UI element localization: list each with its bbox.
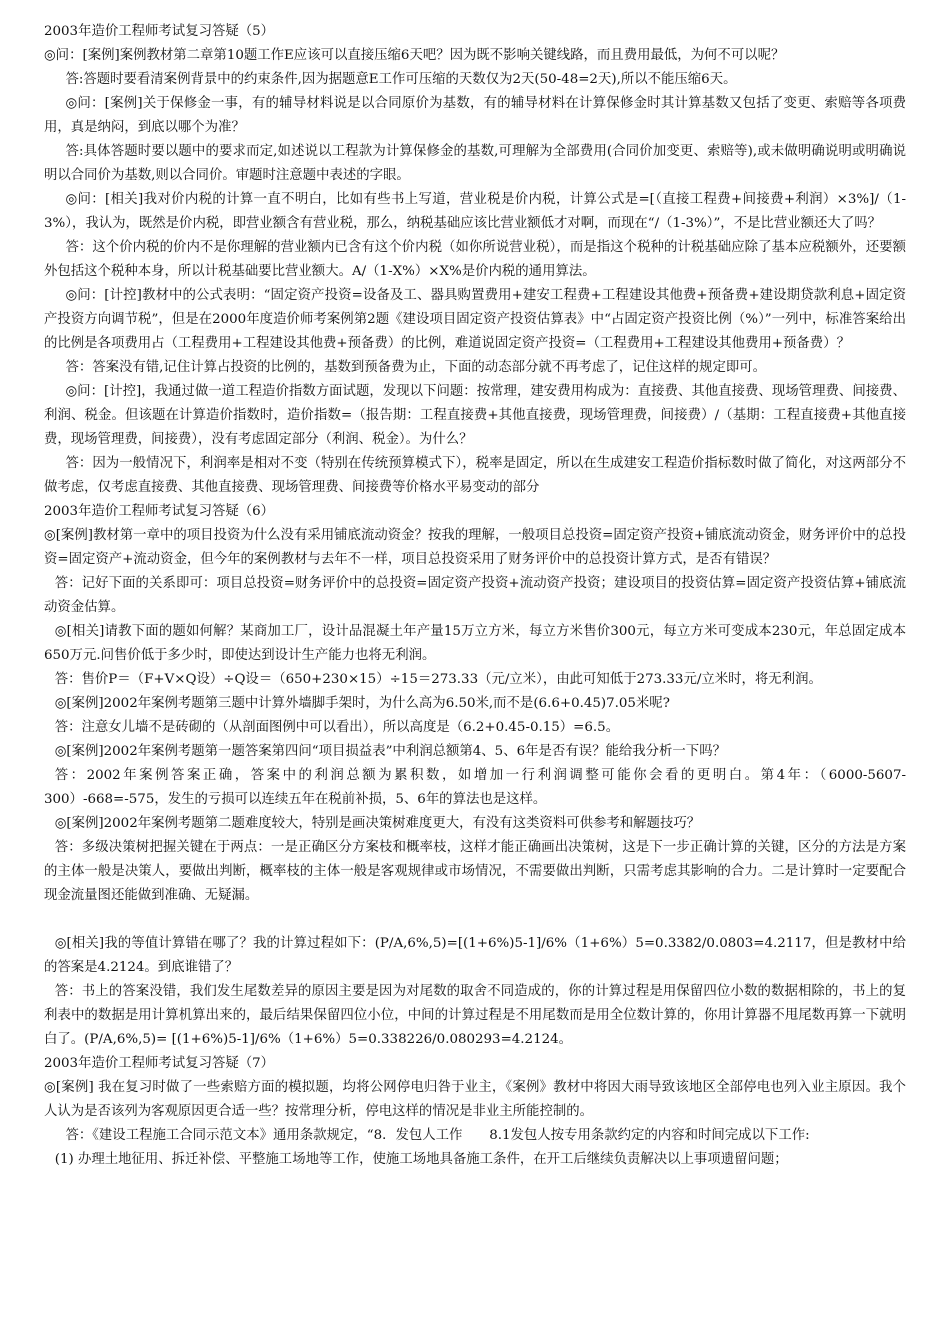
question-paragraph: ◎[相关]我的等值计算错在哪了？我的计算过程如下：(P/A,6%,5)=[(1+6%)5-1]/6%（1+6%）5=0.3382/0.0803=4.2117，但是教材中给的答案是4.2124。到底谁错了？ [44,936,906,975]
answer-paragraph: 答：这个价内税的价内不是你理解的营业额内已含有这个价内税（如你所说营业税），而是指这个税种的计税基础应除了基本应税额外，还要额外包括这个税种本身，所以计税基础要比营业额大。A/（1-X%）×X%是价内税的通用算法。 [44,240,906,279]
question-paragraph: ◎[案例]2002年案例考题第三题中计算外墙脚手架时，为什么高为6.50米,而不是(6.6+0.45)7.05米呢? [54,696,670,711]
question-paragraph: ◎问：[案例]关于保修金一事，有的辅导材料说是以合同原价为基数，有的辅导材料在计算保修金时其计算基数又包括了变更、索赔等各项费用，真是纳闷，到底以哪个为准？ [44,96,906,135]
answer-paragraph: 答：因为一般情况下，利润率是相对不变（特别在传统预算模式下），税率是固定，所以在生成建安工程造价指标数时做了简化，对这两部分不做考虑，仅考虑直接费、其他直接费、现场管理费、间接费等价格水平易变动的部分 [44,456,906,495]
answer-paragraph: 答：售价P＝（F+V×Q设）÷Q设＝（650+230×15）÷15＝273.33（元/立米），由此可知低于273.33元/立米时，将无利润。 [54,672,822,687]
question-paragraph: ◎[相关]请教下面的题如何解？某商加工厂，设计品混凝土年产量15万立方米，每立方米售价300元，每立方米可变成本230元，年总固定成本650万元.问售价低于多少时，即使达到设计生产能力也将无利润。 [44,624,906,663]
question-paragraph: ◎[案例]2002年案例考题第一题答案第四问“项目损益表”中利润总额第4、5、6年是否有误？能给我分析一下吗？ [54,744,726,759]
question-paragraph: ◎[案例]教材第一章中的项目投资为什么没有采用铺底流动资金？按我的理解，一般项目总投资=固定资产投资+铺底流动资金，财务评价中的总投资=固定资产+流动资金，但今年的案例教材与去年不一样，项目总投资采用了财务评价中的总投资计算方式，是否有错误？ [44,528,906,567]
section-heading-5: 2003年造价工程师考试复习答疑（5） [44,24,275,39]
answer-paragraph: 答:具体答题时要以题中的要求而定,如述说以工程款为计算保修金的基数,可理解为全部费用(合同价加变更、索赔等),或未做明确说明或明确说明以合同价为基数,则以合同价。审题时注意题中表述的字眼。 [44,144,906,183]
section-heading-6: 2003年造价工程师考试复习答疑（6） [44,504,275,519]
section-heading-7: 2003年造价工程师考试复习答疑（7） [44,1056,275,1071]
question-paragraph: ◎问：[案例]案例教材第二章第10题工作E应该可以直接压缩6天吧？因为既不影响关键线路，而且费用最低，为何不可以呢？ [44,48,785,63]
answer-paragraph: 答：2002年案例答案正确，答案中的利润总额为累积数，如增加一行利润调整可能你会看的更明白。第4年：（6000-5607-300）-668=-575，发生的亏损可以连续五年在税前补损，5、6年的算法也是这样。 [44,768,906,807]
question-paragraph: ◎问：[相关]我对价内税的计算一直不明白，比如有些书上写道，营业税是价内税，计算公式是=[（直接工程费+间接费+利润）×3%]/（1-3%），我认为，既然是价内税，即营业额含有营业税，那么，纳税基础应该比营业额低才对啊，而现在“/（1-3%）”，不是比营业额还大了吗？ [44,192,906,231]
blank-line [44,908,906,932]
answer-paragraph: 答：《建设工程施工合同示范文本》通用条款规定，“8．发包人工作 8.1发包人按专用条款约定的内容和时间完成以下工作: [65,1128,810,1143]
question-paragraph: ◎[案例] 我在复习时做了一些索赔方面的模拟题，均将公网停电归咎于业主，《案例》教材中将因大雨导致该地区全部停电也列入业主原因。我个人认为是否该列为客观原因更合适一些？按常理分析，停电这样的情况是非业主所能控制的。 [44,1080,906,1119]
answer-paragraph: 答：多级决策树把握关键在于两点：一是正确区分方案枝和概率枝，这样才能正确画出决策树，这是下一步正确计算的关键，区分的方法是方案的主体一般是决策人，要做出判断，概率枝的主体一般是客观规律或市场情况，不需要做出判断，只需考虑其影响的合力。二是计算时一定要配合现金流量图还能做到准确、无疑漏。 [44,840,906,903]
question-paragraph: ◎问：[计控]教材中的公式表明：“固定资产投资=设备及工、器具购置费用+建安工程费+工程建设其他费+预备费+建设期贷款利息+固定资产投资方向调节税”，但是在2000年度造价师考案例第2题《建设项目固定资产投资估算表》中“占固定资产投资比例（%）”一列中，标准答案给出的比例是各项费用占（工程费用+工程建设其他费+预备费）的比例，难道说固定资产投资=（工程费用+工程建设其他费用+预备费）？ [44,288,906,351]
question-paragraph: ◎[案例]2002年案例考题第二题难度较大，特别是画决策树难度更大，有没有这类资料可供参考和解题技巧？ [54,816,701,831]
answer-paragraph: 答:答题时要看清案例背景中的约束条件,因为据题意E工作可压缩的天数仅为2天(50-48=2天),所以不能压缩6天。 [65,72,737,87]
answer-paragraph: 答：注意女儿墙不是砖砌的（从剖面图例中可以看出），所以高度是（6.2+0.45-0.15）=6.5。 [54,720,620,735]
question-paragraph: ◎问：[计控]，我通过做一道工程造价指数方面试题，发现以下问题：按常理，建安费用构成为：直接费、其他直接费、现场管理费、间接费、利润、税金。但该题在计算造价指数时，造价指数=（报告期：工程直接费+其他直接费，现场管理费，间接费）/（基期：工程直接费+其他直接费，现场管理费，间接费），没有考虑固定部分（利润、税金）。为什么？ [44,384,906,447]
list-item: (1) 办理土地征用、拆迁补偿、平整施工场地等工作，使施工场地具备施工条件，在开工后继续负责解决以上事项遗留问题； [54,1152,788,1167]
answer-paragraph: 答：答案没有错,记住计算占投资的比例的，基数到预备费为止，下面的动态部分就不再考虑了，记住这样的规定即可。 [65,360,767,375]
answer-paragraph: 答：书上的答案没错，我们发生尾数差异的原因主要是因为对尾数的取舍不同造成的，你的计算过程是用保留四位小数的数据相除的，书上的复利表中的数据是用计算机算出来的，最后结果保留四位小位，中间的计算过程是不用尾数而是用全位数计算的，你用计算器不甩尾数再算一下就明白了。(P/A,6%,5)= [(1+6%)5-1]/6%（1+6%）5=0.338226/0.080293=4.2124。 [44,984,906,1047]
answer-paragraph: 答：记好下面的关系即可：项目总投资=财务评价中的总投资=固定资产投资+流动资产投资；建设项目的投资估算=固定资产投资估算+铺底流动资金估算。 [44,576,906,615]
